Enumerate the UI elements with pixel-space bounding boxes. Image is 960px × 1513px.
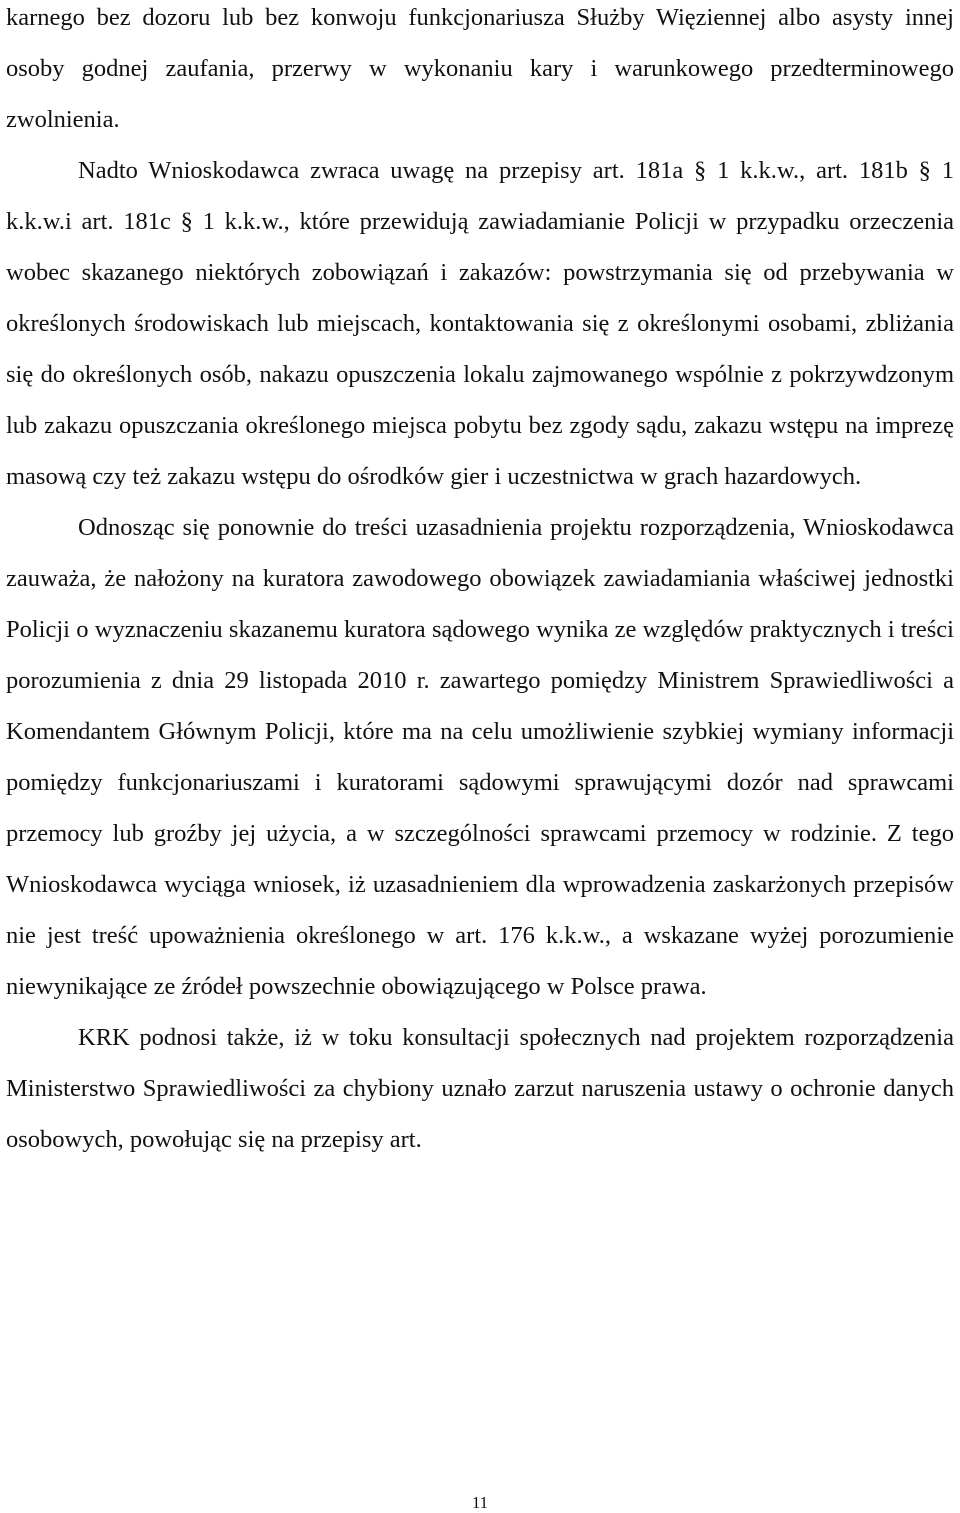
page-number: 11	[471, 1493, 489, 1512]
paragraph-krk-consultation: KRK podnosi także, iż w toku konsultacji społecznych nad projektem rozporządzenia Ministerstwo Sprawiedliwości za chybiony uznało zarzut naruszenia ustawy o ochronie danych osobowych, powołując się na przepisy art.	[6, 1024, 954, 1153]
paragraph-police-notification: Nadto Wnioskodawca zwraca uwagę na przepisy art. 181a § 1 k.k.w., art. 181b § 1 k.k.w.i art. 181c § 1 k.k.w., które przewidują zawiadamianie Policji w przypadku orzeczenia wobec skazanego niektórych zobowiązań i zakazów: powstrzymania się od przebywania w określonych środowiskach lub miejscach, kontaktowania się z określonymi osobami, zbliżania się do określonych osób, nakazu opuszczenia lokalu zajmowanego wspólnie z pokrzywdzonym lub zakazu opuszczania określonego miejsca pobytu bez zgody sądu, zakazu wstępu na imprezę masową czy też zakazu wstępu do ośrodków gier i uczestnictwa w grach hazardowych.	[6, 157, 954, 490]
paragraph-continuation: karnego bez dozoru lub bez konwoju funkcjonariusza Służby Więziennej albo asysty innej osoby godnej zaufania, przerwy w wykonaniu kary i warunkowego przedterminowego zwolnienia.	[6, 4, 954, 133]
paragraph-justification: Odnosząc się ponownie do treści uzasadnienia projektu rozporządzenia, Wnioskodawca zauważa, że nałożony na kuratora zawodowego obowiązek zawiadamiania właściwej jednostki Policji o wyznaczeniu skazanemu kuratora sądowego wynika ze względów praktycznych i treści porozumienia z dnia 29 listopada 2010 r. zawartego pomiędzy Ministrem Sprawiedliwości a Komendantem Głównym Policji, które ma na celu umożliwienie szybkiej wymiany informacji pomiędzy funkcjonariuszami i kuratorami sądowymi sprawującymi dozór nad sprawcami przemocy lub groźby jej użycia, a w szczególności sprawcami przemocy w rodzinie. Z tego Wnioskodawca wyciąga wniosek, iż uzasadnieniem dla wprowadzenia zaskarżonych przepisów nie jest treść upoważnienia określonego w art. 176 k.k.w., a wskazane wyżej porozumienie niewynikające ze źródeł powszechnie obowiązującego w Polsce prawa.	[6, 514, 954, 1000]
document-page	[6, 0, 954, 1165]
